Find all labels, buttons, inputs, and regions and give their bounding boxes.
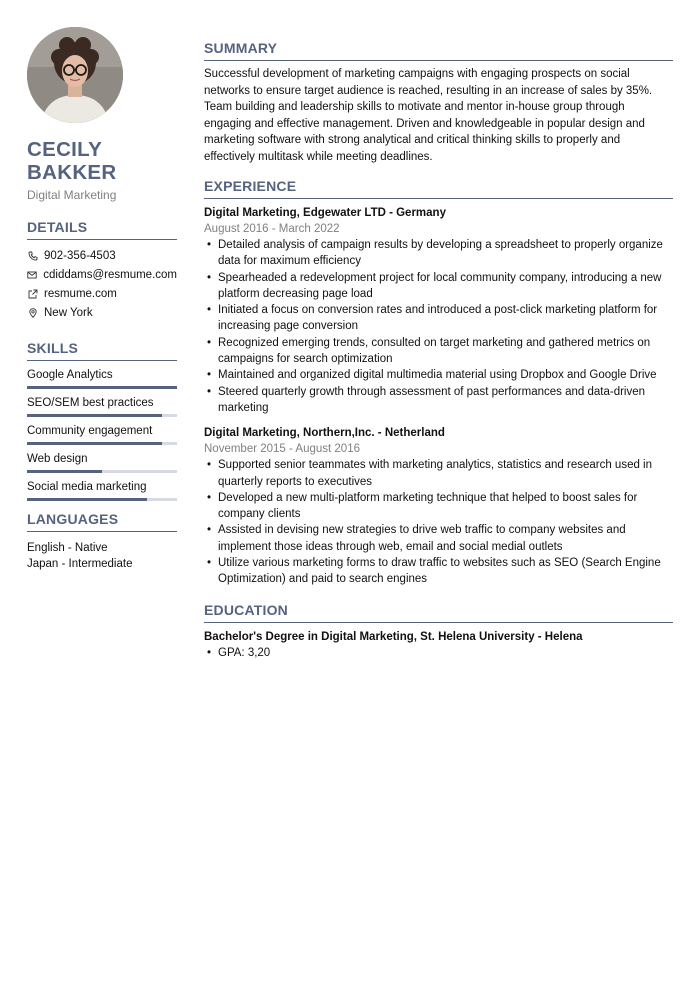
skill-level-fill	[27, 442, 162, 445]
skill-label: Social media marketing	[27, 481, 147, 493]
portrait-image	[27, 27, 123, 123]
detail-location	[27, 303, 177, 322]
details-list	[27, 246, 177, 322]
skill-label: Google Analytics	[27, 369, 113, 381]
skill-item	[27, 479, 177, 501]
skill-level-fill	[27, 470, 102, 473]
skill-item	[27, 451, 177, 473]
education-entry	[204, 630, 673, 661]
skill-label: SEO/SEM best practices	[27, 397, 154, 409]
job-entry-title: Digital Marketing, Northern,Inc. - Netherland	[204, 427, 445, 440]
skill-label: Web design	[27, 453, 88, 465]
skill-item	[27, 423, 177, 445]
skills-heading: SKILLS	[27, 340, 177, 361]
full-name	[27, 138, 177, 184]
bullet-item: • Steered quarterly growth through assessment of past performances and data-driven marketing	[204, 384, 673, 417]
bullet-item: • Spearheaded a redevelopment project for local community company, introducing a new platform decreasing page load	[204, 270, 673, 303]
language-item: Japan - Intermediate	[27, 558, 133, 570]
languages-list	[27, 540, 177, 572]
detail-phone	[27, 246, 177, 265]
detail-email	[27, 265, 177, 284]
skill-level-fill	[27, 414, 162, 417]
bullet-item: • Supported senior teammates with marketing analytics, statistics and research used in quarterly reports to executives	[204, 457, 673, 490]
bullet-item: • Developed a new multi-platform marketing technique that helped to boost sales for company clients	[204, 490, 673, 523]
job-entry	[204, 426, 673, 587]
education-heading: EDUCATION	[204, 602, 673, 623]
detail-website	[27, 284, 177, 303]
summary-text: Successful development of marketing campaigns with engaging prospects on social networks to ensure target audience is reached, resulting in an increase of sales by 35%. Team building and leadership skills to motivate and mentor in-house group through engaging and effective management. Driven and knowledgeable in popular design and marketing software with strong analytical and critical thinking skills to properly and effectively multitask while meeting deadlines.	[204, 68, 653, 163]
profile-photo	[27, 27, 123, 123]
skill-level-bar	[27, 470, 177, 473]
skill-level-bar	[27, 442, 177, 445]
mail-icon	[27, 269, 37, 280]
bullet-item: • Utilize various marketing forms to draw traffic to websites such as SEO (Search Engine Optimization) and paid to search engines	[204, 555, 673, 588]
languages-heading: LANGUAGES	[27, 511, 177, 532]
skills-list	[27, 367, 177, 501]
skill-item	[27, 395, 177, 417]
skill-label: Community engagement	[27, 425, 153, 437]
job-title: Digital Marketing	[27, 188, 117, 202]
location-text: New York	[44, 306, 93, 319]
email-address[interactable]: cdiddams@resmume.com	[43, 268, 177, 281]
bullet-item: • Maintained and organized digital multimedia material using Dropbox and Google Drive	[204, 367, 673, 383]
external-link-icon	[27, 288, 38, 299]
summary-section	[204, 40, 673, 165]
bullet-item: • GPA: 3,20	[204, 645, 673, 661]
skill-level-bar	[27, 498, 177, 501]
job-entry	[204, 206, 673, 416]
bullet-item: • Recognized emerging trends, consulted on target marketing and gathered metrics on campaigns for search optimization	[204, 335, 673, 368]
bullet-item: • Detailed analysis of campaign results by developing a spreadsheet to properly organize data for maximum efficiency	[204, 237, 673, 270]
job-entry-dates: August 2016 - March 2022	[204, 223, 340, 235]
skill-level-fill	[27, 386, 177, 389]
skill-level-fill	[27, 498, 147, 501]
experience-section	[204, 178, 673, 588]
bullet-item: • Initiated a focus on conversion rates and introduced a post-click marketing platform for increasing page conversion	[204, 302, 673, 335]
job-bullets	[204, 237, 673, 416]
job-entry-title: Digital Marketing, Edgewater LTD - Germany	[204, 207, 446, 219]
first-name: CECILY	[27, 138, 103, 161]
education-bullets	[204, 645, 673, 661]
job-entry-dates: November 2015 - August 2016	[204, 443, 360, 456]
phone-icon	[27, 250, 38, 261]
experience-heading: EXPERIENCE	[204, 178, 673, 199]
bullet-item: • Assisted in devising new strategies to drive web traffic to company websites and implement those ideas through web, email and social medial outlets	[204, 522, 673, 555]
language-item: English - Native	[27, 542, 108, 554]
skill-level-bar	[27, 414, 177, 417]
website-link[interactable]: resmume.com	[44, 287, 117, 300]
last-name: BAKKER	[27, 161, 117, 184]
phone-number: 902-356-4503	[44, 249, 116, 262]
skill-level-bar	[27, 386, 177, 389]
details-heading: DETAILS	[27, 219, 177, 240]
location-pin-icon	[27, 307, 38, 318]
degree-title: Bachelor's Degree in Digital Marketing, St. Helena University - Helena	[204, 630, 583, 643]
summary-heading: SUMMARY	[204, 40, 673, 61]
sidebar	[27, 27, 177, 572]
main-content	[204, 40, 673, 661]
education-section	[204, 602, 673, 661]
job-bullets	[204, 457, 673, 587]
skill-item	[27, 367, 177, 389]
